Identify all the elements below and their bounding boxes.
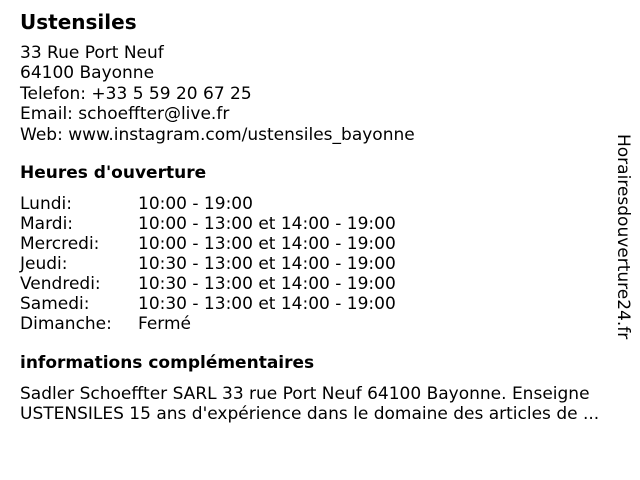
day-label: Dimanche: [20,314,112,334]
site-watermark [613,134,633,364]
contact-block [20,43,415,145]
time-value: 10:30 - 13:00 et 14:00 - 19:00 [138,254,396,274]
day-label: Mardi: [20,214,74,234]
day-label: Jeudi: [20,254,68,274]
hours-row [20,214,396,234]
day-label: Mercredi: [20,234,100,254]
hours-row [20,194,396,214]
watermark-text: Horairesdouverture24.fr [613,134,633,340]
hours-row [20,314,396,334]
opening-hours-table [20,194,396,334]
info-heading: informations complémentaires [20,353,315,373]
hours-row [20,294,396,314]
hours-row [20,254,396,274]
business-name: Ustensiles [20,10,137,34]
hours-row [20,234,396,254]
email-line: Email: schoeffter@live.fr [20,104,230,125]
phone-line: Telefon: +33 5 59 20 67 25 [20,83,252,104]
day-label: Lundi: [20,194,72,214]
time-value: 10:30 - 13:00 et 14:00 - 19:00 [138,294,396,314]
time-value: 10:30 - 13:00 et 14:00 - 19:00 [138,274,396,294]
day-label: Vendredi: [20,274,101,294]
address-city: 64100 Bayonne [20,63,155,84]
day-label: Samedi: [20,294,90,314]
time-value: 10:00 - 19:00 [138,194,253,214]
info-description: Sadler Schoeffter SARL 33 rue Port Neuf 64100 Bayonne. Enseigne USTENSILES 15 ans d'expérience dans le domaine des articles de ... [20,384,600,424]
hours-row [20,274,396,294]
time-value: Fermé [138,314,192,334]
time-value: 10:00 - 13:00 et 14:00 - 19:00 [138,234,396,254]
hours-heading: Heures d'ouverture [20,163,207,183]
address-street: 33 Rue Port Neuf [20,43,164,63]
web-line: Web: www.instagram.com/ustensiles_bayonne [20,124,415,145]
time-value: 10:00 - 13:00 et 14:00 - 19:00 [138,214,396,234]
